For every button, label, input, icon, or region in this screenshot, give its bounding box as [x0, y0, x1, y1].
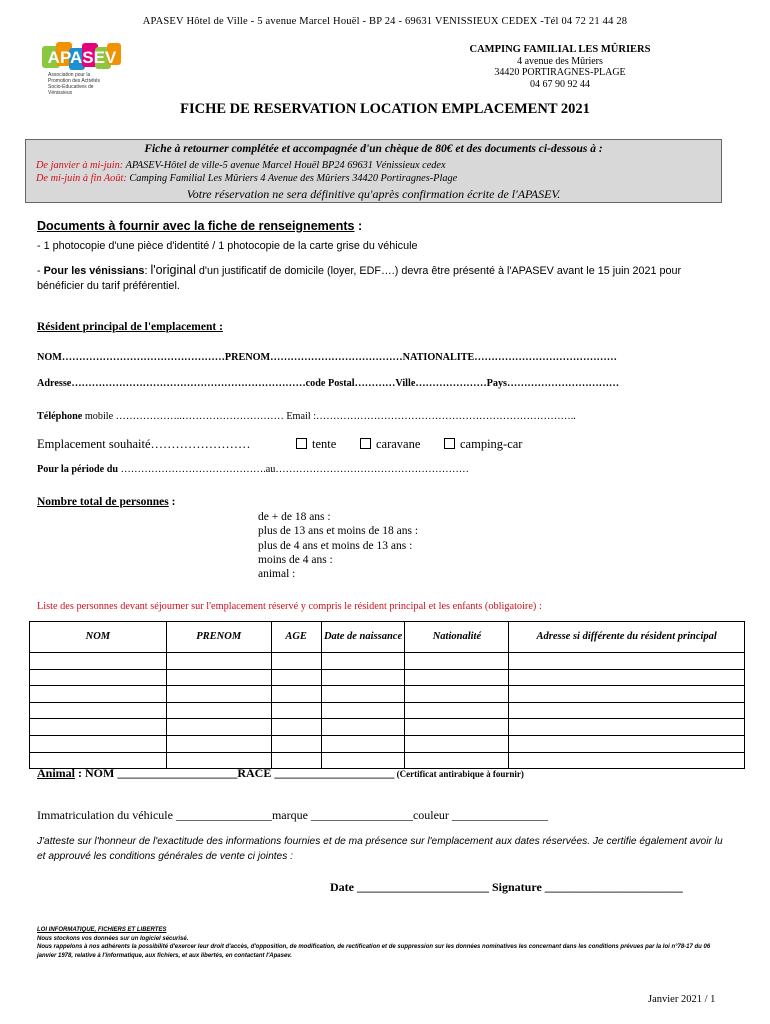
header-prenom: PRENOM: [166, 622, 271, 653]
item-2-original: l'original: [150, 263, 196, 277]
table-cell[interactable]: [509, 752, 745, 769]
documents-title-text: Documents à fournir avec la fiche de renseignements: [37, 219, 355, 233]
table-cell[interactable]: [321, 686, 405, 703]
notice-line-1: Fiche à retourner complétée et accompagnée d'un chèque de 80€ et des documents ci-dessous à :: [144, 143, 603, 155]
documents-item-2: [37, 263, 717, 294]
camping-city: 34420 PORTIRAGNES-PLAGE: [494, 67, 626, 78]
table-row: [30, 653, 745, 670]
logo-subtitle: Association pour la Promotion des Activités Socio-Educatives de Vénissieux: [48, 72, 100, 96]
table-cell[interactable]: [321, 653, 405, 670]
table-cell[interactable]: [405, 686, 509, 703]
age-children[interactable]: plus de 4 ans et moins de 13 ans :: [258, 539, 413, 552]
period-1-label: De janvier à mi-juin:: [36, 160, 124, 171]
persons-table: [29, 621, 745, 769]
animal-rest: : NOM ____________________RACE ____________________: [75, 766, 395, 780]
period-2-address: Camping Familial Les Mûriers 4 Avenue des Mûriers 34420 Portiragnes-Plage: [126, 173, 458, 184]
notice-period-2: [36, 173, 457, 184]
header-date-naissance: Date de naissance: [321, 622, 405, 653]
age-animal[interactable]: animal :: [258, 568, 296, 581]
table-cell[interactable]: [271, 653, 321, 670]
camping-car-label: camping-car: [460, 437, 523, 451]
table-row: [30, 702, 745, 719]
table-cell[interactable]: [405, 669, 509, 686]
vehicule-field[interactable]: Immatriculation du véhicule ________________marque _________________couleur ________________: [37, 808, 548, 822]
option-tente[interactable]: [296, 437, 336, 452]
option-caravane[interactable]: [360, 437, 420, 452]
footer-page-info: Janvier 2021 / 1: [648, 994, 716, 1005]
item-2-prefix: -: [37, 265, 44, 277]
table-cell[interactable]: [166, 653, 271, 670]
caravane-checkbox[interactable]: [360, 438, 371, 449]
telephone-email-field[interactable]: [37, 411, 576, 422]
telephone-label: Téléphone: [37, 411, 83, 422]
nombre-title-text: Nombre total de personnes: [37, 496, 169, 508]
nom-prenom-nationalite-field[interactable]: NOM…………………………………………PRENOM…………………………………NATIONALITE……………………………………: [37, 352, 617, 363]
table-cell[interactable]: [166, 669, 271, 686]
documents-item-1: - 1 photocopie d'une pièce d'identité / 1 photocopie de la carte grise du véhicule: [37, 240, 418, 252]
periode-label: Pour la période du: [37, 464, 119, 475]
table-cell[interactable]: [321, 702, 405, 719]
table-cell[interactable]: [509, 686, 745, 703]
age-teens[interactable]: plus de 13 ans et moins de 18 ans :: [258, 525, 419, 538]
header-nationalite: Nationalité: [405, 622, 509, 653]
legal-line-1: Nous stockons vos données sur un logiciel sécurisé.: [37, 935, 189, 942]
table-cell[interactable]: [405, 653, 509, 670]
table-cell[interactable]: [30, 686, 167, 703]
nombre-personnes-title: [37, 496, 175, 508]
table-cell[interactable]: [509, 669, 745, 686]
animal-field[interactable]: [37, 766, 524, 781]
table-cell[interactable]: [30, 702, 167, 719]
table-cell[interactable]: [166, 702, 271, 719]
age-categories: [258, 510, 418, 581]
age-adults[interactable]: de + de 18 ans :: [258, 511, 331, 523]
camping-phone: 04 67 90 92 44: [530, 78, 590, 90]
header-address-line: APASEV Hôtel de Ville - 5 avenue Marcel Houël - BP 24 - 69631 VENISSIEUX CEDEX -Tél 04 72 21 44 28: [142, 16, 628, 27]
nombre-title-suffix: :: [168, 496, 176, 508]
animal-certificat: (Certificat antirabique à fournir): [394, 769, 524, 779]
tente-checkbox[interactable]: [296, 438, 307, 449]
table-cell[interactable]: [405, 702, 509, 719]
notice-period-1: [36, 160, 446, 171]
table-cell[interactable]: [271, 702, 321, 719]
header-nom: NOM: [30, 622, 167, 653]
age-babies[interactable]: moins de 4 ans :: [258, 553, 333, 566]
legal-line-2: Nous rappelons à nos adhérents la possibilité d'exercer leur droit d'accès, d'opposition, de modification, de rectification et de suppression sur les données nominatives les concernant dans les conditions prévues par la loi n°78-17 du 06 janvier 1978, relative à l'informatique, aux fichiers, et aux libertés, en contactant l'Apasev.: [37, 944, 711, 959]
table-cell[interactable]: [30, 669, 167, 686]
documents-title: [37, 219, 362, 233]
documents-title-suffix: :: [354, 219, 363, 233]
table-cell[interactable]: [271, 686, 321, 703]
table-cell[interactable]: [30, 653, 167, 670]
table-cell[interactable]: [509, 719, 745, 736]
periode-rest: …………………………………….au…………………………………………………: [118, 464, 469, 475]
period-1-address: APASEV-Hôtel de ville-5 avenue Marcel Houël BP24 69631 Vénissieux cedex: [123, 160, 446, 171]
table-cell[interactable]: [271, 719, 321, 736]
date-signature-field[interactable]: Date ______________________ Signature _______________________: [330, 880, 683, 894]
table-cell[interactable]: [321, 735, 405, 752]
table-cell[interactable]: [271, 735, 321, 752]
camping-street: 4 avenue des Mûriers: [517, 55, 603, 67]
legal-notice: [37, 926, 727, 960]
table-row: [30, 669, 745, 686]
camping-address-block: [440, 44, 680, 90]
caravane-label: caravane: [376, 437, 421, 451]
resident-title: Résident principal de l'emplacement :: [37, 321, 223, 333]
table-cell[interactable]: [509, 653, 745, 670]
telephone-rest: mobile ………………..………………………… Email :…………………………………………………………………..: [82, 411, 576, 422]
animal-label: Animal: [37, 766, 76, 780]
table-cell[interactable]: [30, 719, 167, 736]
attestation-text: J'atteste sur l'honneur de l'exactitude des informations fournies et de ma présence sur l'emplacement aux dates réservées. Je certifie également avoir lu et approuvé les conditions générales de vente ci jointes :: [37, 836, 723, 862]
item-2-bold: Pour les vénissians: [43, 265, 145, 277]
header-adresse: Adresse si différente du résident principal: [509, 622, 745, 653]
logo-graphic: [42, 40, 122, 74]
legal-title: LOI INFORMATIQUE, FICHIERS ET LIBERTES: [37, 927, 167, 933]
notice-box: [25, 139, 722, 203]
table-row: [30, 686, 745, 703]
tente-label: tente: [312, 437, 337, 451]
logo-text: APASEV: [47, 48, 117, 67]
table-row: [30, 719, 745, 736]
option-camping-car[interactable]: [444, 437, 522, 452]
table-cell[interactable]: [321, 719, 405, 736]
item-2-colon: :: [144, 265, 151, 277]
item-2-rest: d'un justificatif de domicile (loyer, EDF….) devra être présenté à l'APASEV avant le 15 juin 2021 pour bénéficier du tarif préférentiel.: [37, 265, 682, 292]
camping-name: CAMPING FAMILIAL LES MÛRIERS: [469, 44, 651, 55]
emplacement-label: Emplacement souhaité……………………: [37, 437, 251, 451]
camping-car-checkbox[interactable]: [444, 438, 455, 449]
table-cell[interactable]: [166, 719, 271, 736]
table-cell[interactable]: [30, 735, 167, 752]
table-cell[interactable]: [405, 735, 509, 752]
table-cell[interactable]: [405, 719, 509, 736]
notice-confirmation: Votre réservation ne sera définitive qu'après confirmation écrite de l'APASEV.: [186, 187, 561, 201]
table-cell[interactable]: [509, 735, 745, 752]
header-age: AGE: [271, 622, 321, 653]
page-title: FICHE DE RESERVATION LOCATION EMPLACEMENT 2021: [180, 101, 590, 117]
table-cell[interactable]: [509, 702, 745, 719]
liste-personnes-title: Liste des personnes devant séjourner sur l'emplacement réservé y compris le résident principal et les enfants (obligatoire) :: [37, 601, 542, 612]
table-cell[interactable]: [166, 686, 271, 703]
adresse-field[interactable]: Adresse……………………………………………………………code Postal…………Ville…………………Pays……………………………: [37, 378, 620, 389]
table-cell[interactable]: [166, 735, 271, 752]
table-row: [30, 735, 745, 752]
periode-field[interactable]: [37, 464, 469, 475]
period-2-label: De mi-juin à fin Août:: [36, 173, 127, 184]
table-cell[interactable]: [271, 669, 321, 686]
table-header-row: [30, 622, 745, 653]
table-cell[interactable]: [321, 669, 405, 686]
